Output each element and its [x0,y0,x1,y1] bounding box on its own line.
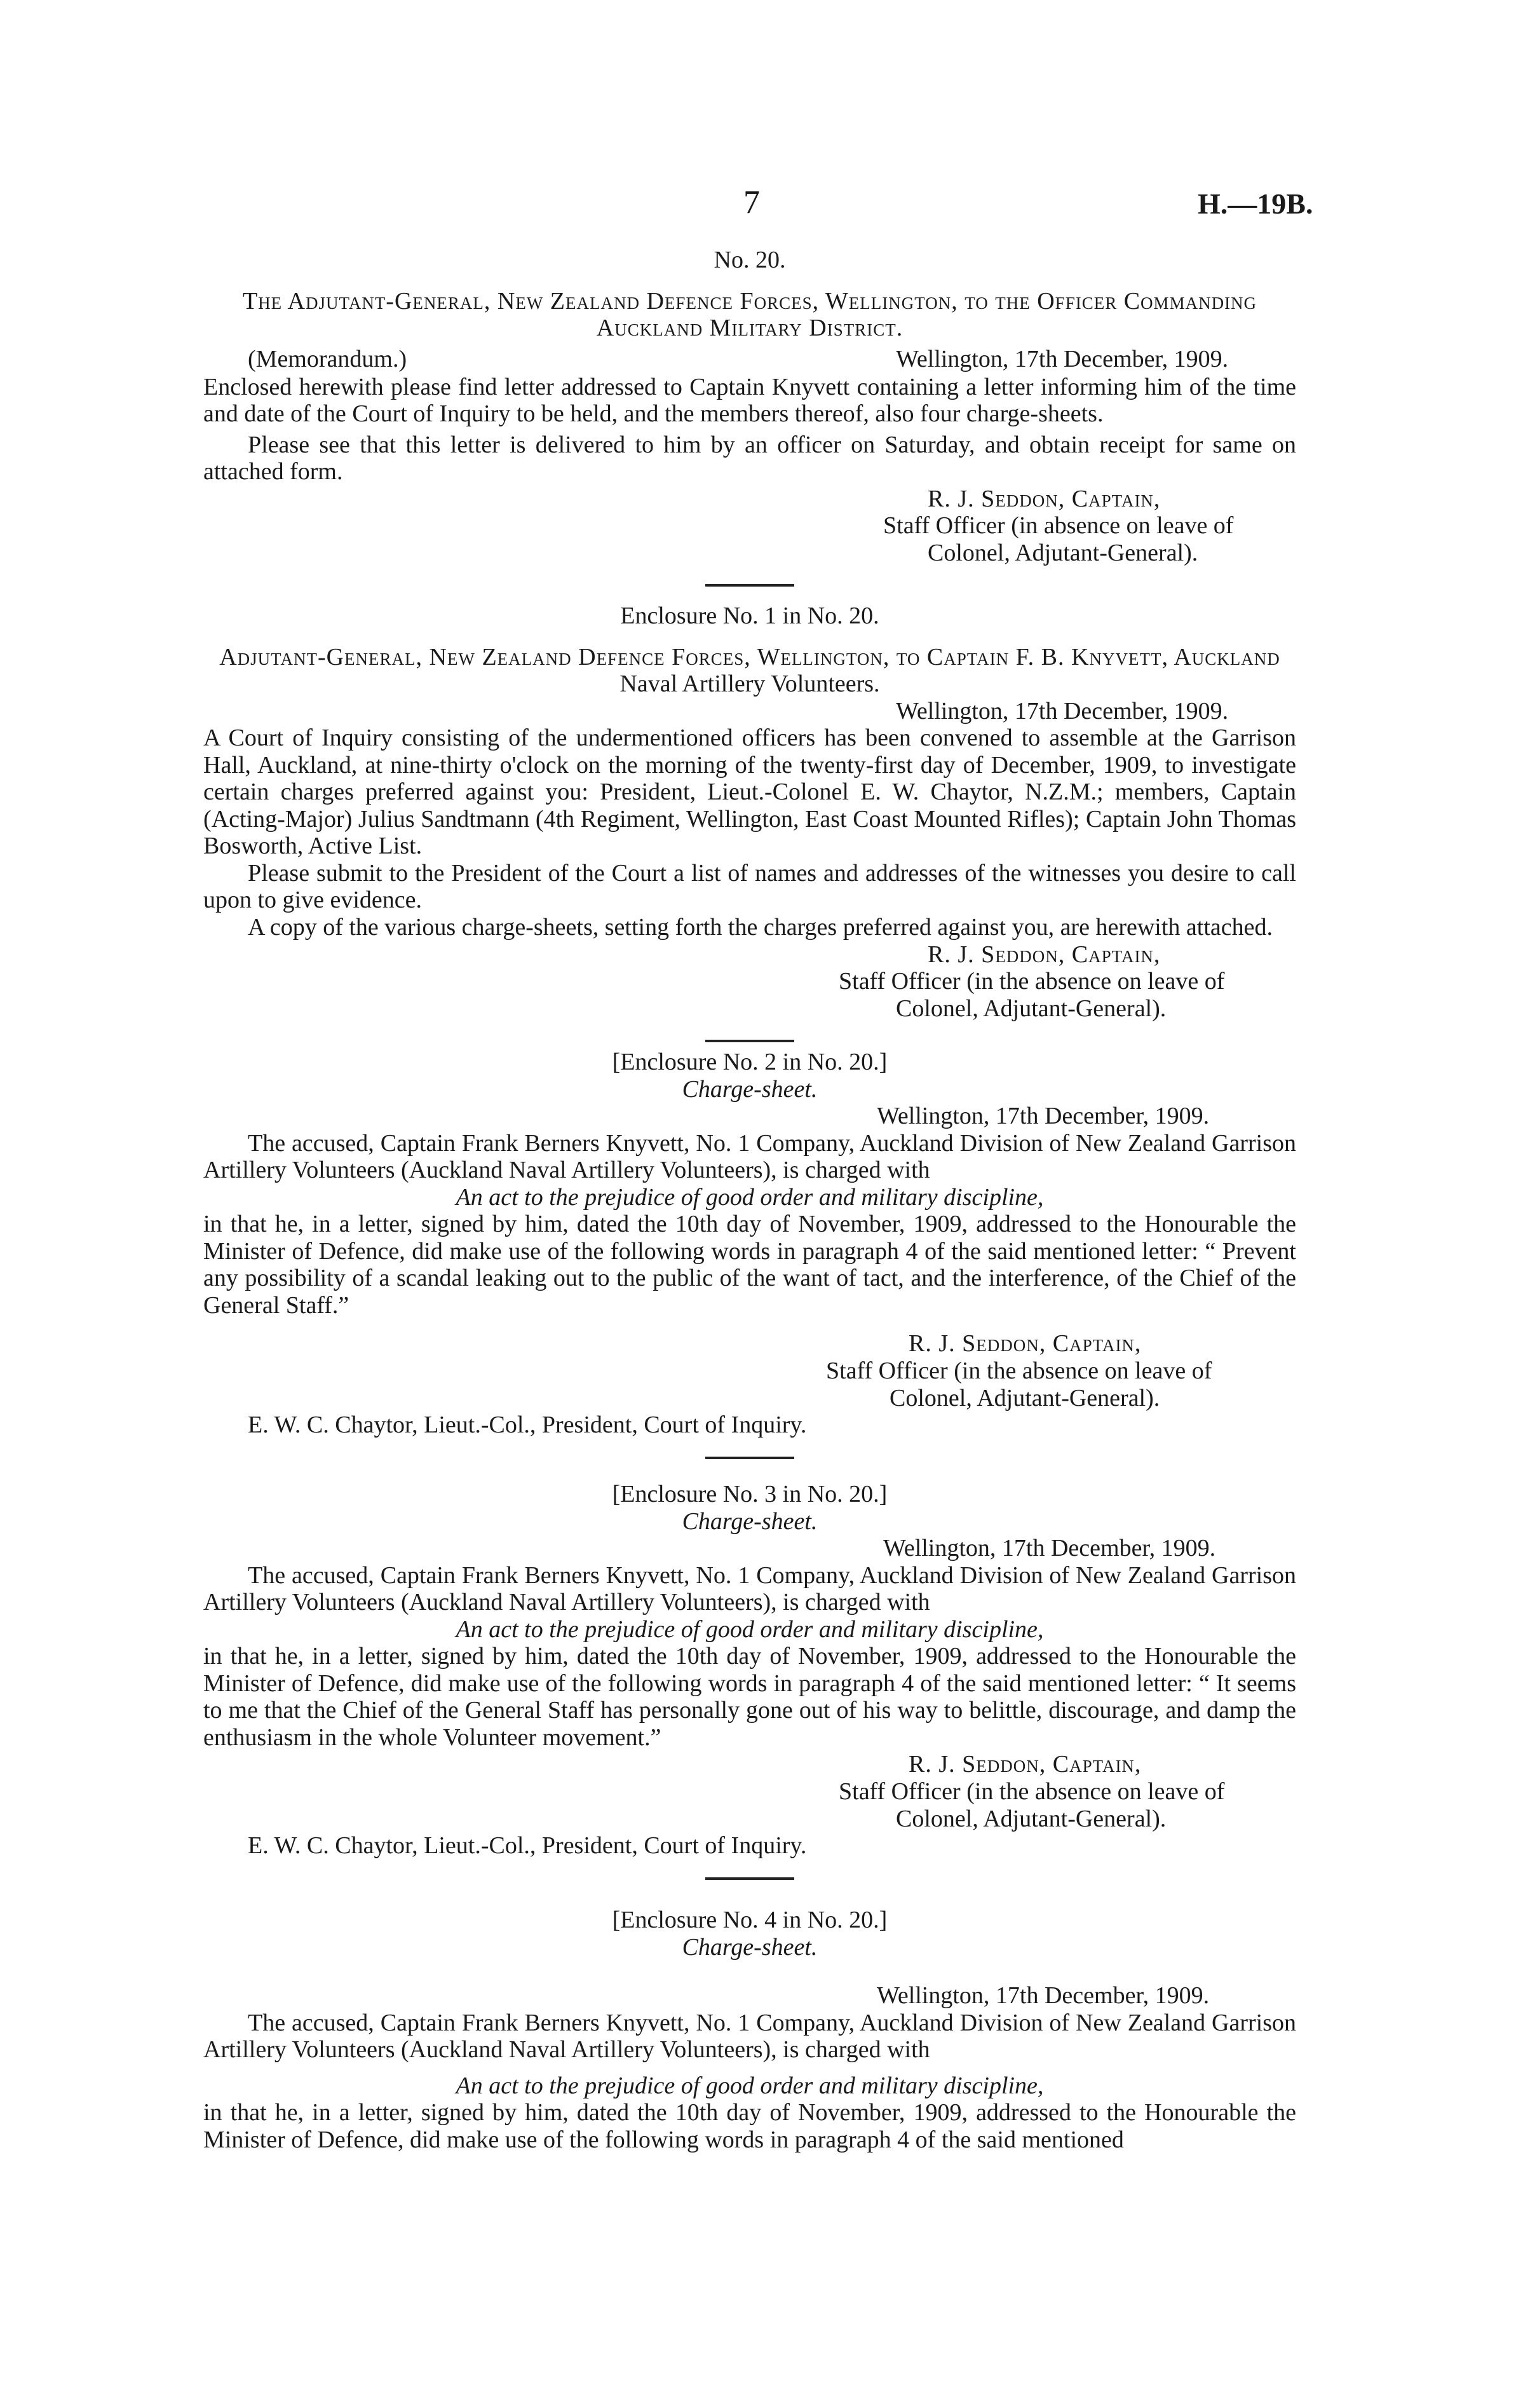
date-line: Wellington, 17th December, 1909. [896,345,1229,372]
paragraph: A copy of the various charge-sheets, setting forth the charges preferred against you, are herewith attached. [248,914,1273,941]
charge-line: An act to the prejudice of good order and military discipline, [456,1183,1044,1211]
section-subtitle: Charge-sheet. [682,1507,818,1535]
signature-title: Colonel, Adjutant-General). [890,1384,1160,1411]
document-reference: H.—19B. [1198,187,1313,220]
section-title: [Enclosure No. 2 in No. 20.] [612,1049,888,1075]
charge-line: An act to the prejudice of good order and military discipline, [456,2072,1044,2099]
signature-title: Staff Officer (in absence on leave of [883,512,1234,540]
president-line: E. W. C. Chaytor, Lieut.-Col., President, Court of Inquiry. [248,1832,807,1860]
signature-title: Colonel, Adjutant-General). [928,539,1198,566]
charge-line: An act to the prejudice of good order and military discipline, [456,1616,1044,1643]
address-line: Auckland Military District. [596,315,904,342]
memo-label: (Memorandum.) [248,345,407,372]
section-divider [705,1877,794,1880]
date-line: Wellington, 17th December, 1909. [877,1982,1210,2010]
address-line: The Adjutant-General, New Zealand Defence Forces, Wellington, to the Officer Commanding [242,287,1257,315]
section-divider [705,584,794,587]
president-line: E. W. C. Chaytor, Lieut.-Col., President, Court of Inquiry. [248,1411,807,1439]
section-enclosure-4 [203,1907,1296,2153]
page-number: 7 [743,184,760,221]
section-title: Enclosure No. 1 in No. 20. [620,602,879,629]
section-no-20 [203,247,1296,604]
paragraph: The accused, Captain Frank Berners Knyvett, No. 1 Company, Auckland Division of New Zealand Garrison Artillery Volunteers (Auckland Naval Artillery Volunteers), is charged with [203,1129,1296,1184]
paragraph: in that he, in a letter, signed by him, dated the 10th day of November, 1909, addressed to the Honourable the Minister of Defence, did make use of the following words in paragraph 4 of the said mentioned letter: “ Prevent any possibility of a scandal leaking out to the public of the want of tact, and the interference, of the Chief of the General Staff.” [203,1211,1296,1319]
section-subtitle: Charge-sheet. [682,1933,818,1961]
paragraph: in that he, in a letter, signed by him, dated the 10th day of November, 1909, addressed to the Honourable the Minister of Defence, did make use of the following words in paragraph 4 of the said mentioned letter: “ It seems to me that the Chief of the General Staff has personally gone out of his way to belittle, discourage, and damp the enthusiasm in the whole Volunteer movement.” [203,1643,1296,1751]
section-subtitle: Charge-sheet. [682,1075,818,1103]
paragraph: The accused, Captain Frank Berners Knyvett, No. 1 Company, Auckland Division of New Zealand Garrison Artillery Volunteers (Auckland Naval Artillery Volunteers), is charged with [203,2009,1296,2064]
signature-title: Colonel, Adjutant-General). [896,995,1167,1022]
section-enclosure-2 [203,1049,1296,1477]
section-divider [705,1457,794,1459]
section-enclosure-3 [203,1481,1296,1898]
paragraph: in that he, in a letter, signed by him, dated the 10th day of November, 1909, addressed to the Honourable the Minister of Defence, did make use of the following words in paragraph 4 of the said mentioned [203,2099,1296,2153]
date-line: Wellington, 17th December, 1909. [883,1535,1216,1562]
paragraph: A Court of Inquiry consisting of the undermentioned officers has been convened to assemble at the Garrison Hall, Auckland, at nine-thirty o'clock on the morning of the twenty-first day of December, 1909, to investigate certain charges preferred against you: President, Lieut.-Colonel E. W. Chaytor, N.Z.M.; members, Captain (Acting-Major) Julius Sandtmann (4th Regiment, Wellington, East Coast Mounted Rifles); Captain John Thomas Bosworth, Active List. [203,724,1296,860]
signature-name: R. J. Seddon, Captain, [928,485,1161,512]
signature-name: R. J. Seddon, Captain, [909,1751,1142,1778]
section-enclosure-1 [203,602,1296,1060]
address-line: Naval Artillery Volunteers. [619,670,880,698]
signature-title: Colonel, Adjutant-General). [896,1805,1167,1832]
section-title: [Enclosure No. 4 in No. 20.] [612,1907,888,1933]
signature-title: Staff Officer (in the absence on leave of [826,1357,1212,1385]
section-title: No. 20. [714,247,786,273]
signature-title: Staff Officer (in the absence on leave of [839,1778,1225,1806]
paragraph: Enclosed herewith please find letter addressed to Captain Knyvett containing a letter informing him of the time and date of the Court of Inquiry to be held, and the members thereof, also four charge-sheets. [203,373,1296,428]
signature-title: Staff Officer (in the absence on leave of [839,968,1225,995]
paragraph: The accused, Captain Frank Berners Knyvett, No. 1 Company, Auckland Division of New Zealand Garrison Artillery Volunteers (Auckland Naval Artillery Volunteers), is charged with [203,1561,1296,1616]
address-line: Adjutant-General, New Zealand Defence Forces, Wellington, to Captain F. B. Knyvett, Auckland [219,643,1280,670]
section-divider [705,1040,794,1042]
signature-name: R. J. Seddon, Captain, [909,1330,1142,1357]
date-line: Wellington, 17th December, 1909. [896,697,1229,724]
date-line: Wellington, 17th December, 1909. [877,1103,1210,1130]
section-title: [Enclosure No. 3 in No. 20.] [612,1481,888,1507]
signature-name: R. J. Seddon, Captain, [928,941,1161,968]
paragraph: Please see that this letter is delivered to him by an officer on Saturday, and obtain receipt for same on attached form. [203,431,1296,486]
paragraph: Please submit to the President of the Court a list of names and addresses of the witnesses you desire to call upon to give evidence. [203,859,1296,914]
